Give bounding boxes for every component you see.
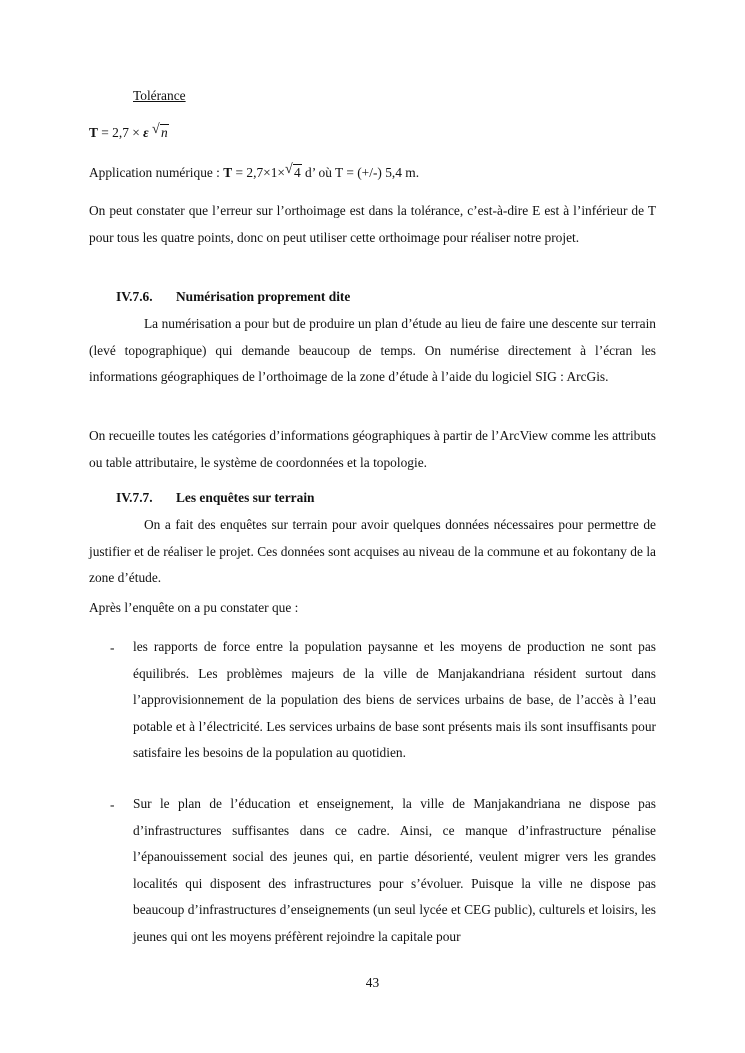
paragraph-tolerance: On peut constater que l’erreur sur l’orthoimage est dans la tolérance, c’est-à-dire E est à l’inférieur de T pour tous les quatre points, donc on peut utiliser cette orthoimage pour réaliser notre projet. bbox=[89, 203, 656, 245]
paragraph-enquetes: On a fait des enquêtes sur terrain pour avoir quelques données nécessaires pour permettre de justifier et de réaliser le projet. Ces données sont acquises au niveau de la commune et au fokontany de la zone d’étude. bbox=[89, 517, 656, 585]
bullet-marker: - bbox=[110, 797, 115, 812]
section-number: IV.7.6. bbox=[116, 289, 153, 304]
application-T: T bbox=[223, 165, 233, 180]
application-expr: = 2,7×1× bbox=[232, 165, 285, 180]
section-number: IV.7.7. bbox=[116, 490, 153, 505]
paragraph-numerisation: La numérisation a pour but de produire un plan d’étude au lieu de faire une descente sur terrain (levé topographique) qui demande beaucoup de temps. On numérise directement à l’écran les informations géographiques de l’orthoimage de la zone d’étude à l’aide du logiciel SIG : ArcGis. bbox=[89, 316, 656, 384]
formula-lhs: T bbox=[89, 125, 98, 140]
formula-epsilon: ε bbox=[143, 125, 149, 140]
formula-rhs: = 2,7 × bbox=[97, 125, 144, 140]
section-heading-iv77 bbox=[116, 490, 314, 506]
application-line bbox=[89, 162, 656, 181]
sqrt-symbol: √ 4 bbox=[284, 162, 301, 180]
application-suffix: d’ où T = (+/-) 5,4 m. bbox=[301, 165, 420, 180]
list-item: Sur le plan de l’éducation et enseignement, la ville de Manjakandriana ne dispose pas d’infrastructures suffisantes dans ce cadre. Ainsi, ce manque d’infrastructure pénalise l’épanouissement social des jeunes qui, en partie désorienté, veulent migrer vers les grandes localités qui disposent des infrastructures pour s’évoluer. Puisque la ville ne dispose pas beaucoup d’infrastructures d’enseignements (un seul lycée et CEG public), culturels et loisirs, les jeunes qui ont les moyens préfèrent rejoindre la capitale pour bbox=[133, 796, 656, 944]
bullet-marker: - bbox=[110, 640, 115, 655]
page-number: 43 bbox=[365, 975, 380, 990]
tolerance-formula bbox=[89, 122, 656, 141]
sqrt-symbol: √ n bbox=[152, 122, 168, 140]
application-prefix: Application numérique : bbox=[89, 165, 224, 180]
section-title: Les enquêtes sur terrain bbox=[176, 490, 315, 505]
paragraph-apres: Après l’enquête on a pu constater que : bbox=[89, 600, 299, 615]
paragraph-arcview: On recueille toutes les catégories d’informations géographiques à partir de l’ArcView comme les attributs ou table attributaire, le système de coordonnées et la topologie. bbox=[89, 428, 656, 470]
tolerance-title: Tolérance bbox=[133, 88, 186, 103]
application-radicand: 4 bbox=[293, 165, 301, 180]
list-item: les rapports de force entre la population paysanne et les moyens de production ne sont pas équilibrés. Les problèmes majeurs de la ville de Manjakandriana résident surtout dans l’approvisionnement de la population des biens de services urbains de base, de l’accès à l’eau potable et à l’électricité. Les services urbains de base sont présents mais ils sont insuffisants pour satisfaire les besoins de la population au quotidien. bbox=[133, 639, 656, 760]
section-title: Numérisation proprement dite bbox=[176, 289, 351, 304]
section-heading-iv76 bbox=[116, 289, 350, 305]
formula-radicand: n bbox=[161, 125, 168, 140]
